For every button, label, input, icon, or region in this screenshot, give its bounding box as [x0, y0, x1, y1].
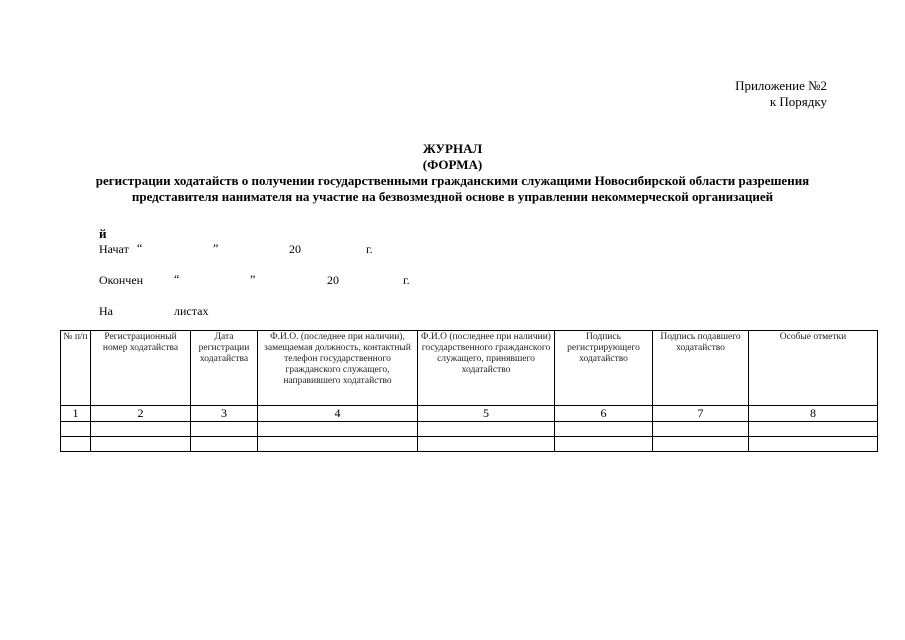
ended-open-quote: “: [174, 272, 180, 286]
number-cell: 4: [258, 406, 418, 422]
table-cell: [555, 437, 653, 452]
ended-label: Окончен: [99, 273, 144, 287]
stray-letter: й: [99, 226, 107, 241]
ended-year-suffix: г.: [403, 273, 410, 287]
number-cell: 2: [91, 406, 191, 422]
appendix-line-1: Приложение №2: [735, 78, 827, 93]
appendix-note: [735, 78, 827, 110]
table-cell: [61, 422, 91, 437]
number-cell: 8: [749, 406, 878, 422]
journal-table: [60, 330, 878, 452]
table-row: [61, 437, 878, 452]
table-cell: [653, 437, 749, 452]
ended-year-prefix: 20: [327, 273, 339, 287]
table-cell: [258, 437, 418, 452]
table-cell: [653, 422, 749, 437]
header-cell: Особые отметки: [749, 331, 878, 406]
ended-close-quote: ”: [250, 272, 256, 286]
title-main: ЖУРНАЛ: [422, 141, 483, 156]
header-cell: Дата регистрации ходатайства: [191, 331, 258, 406]
sheets-label: листах: [174, 304, 209, 318]
header-cell: Ф.И.О (последнее при наличии) государственного гражданского служащего, принявшего ходатайство: [418, 331, 555, 406]
table-cell: [555, 422, 653, 437]
header-cell: № п/п: [61, 331, 91, 406]
table-header-row: [61, 331, 878, 406]
table-cell: [191, 437, 258, 452]
on-label: На: [99, 304, 113, 318]
table-cell: [749, 422, 878, 437]
number-cell: 1: [61, 406, 91, 422]
table-cell: [61, 437, 91, 452]
table-row: [61, 422, 878, 437]
started-close-quote: ”: [213, 241, 219, 255]
document-title: [0, 141, 905, 205]
number-cell: 7: [653, 406, 749, 422]
number-cell: 3: [191, 406, 258, 422]
number-cell: 6: [555, 406, 653, 422]
header-cell: Регистрационный номер ходатайства: [91, 331, 191, 406]
table-cell: [418, 422, 555, 437]
table-cell: [258, 422, 418, 437]
table-cell: [191, 422, 258, 437]
table-cell: [91, 422, 191, 437]
table-number-row: [61, 406, 878, 422]
table-cell: [418, 437, 555, 452]
table-cell: [91, 437, 191, 452]
title-subtitle: регистрации ходатайств о получении государственными гражданскими служащими Новосибирской области разрешения представителя нанимателя на участие на безвозмездной основе в управлении некоммерческой организацией: [95, 173, 810, 204]
number-cell: 5: [418, 406, 555, 422]
table-cell: [749, 437, 878, 452]
header-cell: Подпись регистрирующего ходатайство: [555, 331, 653, 406]
started-year-prefix: 20: [289, 242, 301, 256]
appendix-line-2: к Порядку: [769, 94, 827, 109]
title-form: (ФОРМА): [422, 157, 483, 172]
header-cell: Ф.И.О. (последнее при наличии), замещаемая должность, контактный телефон государственного гражданского служащего, направившего ходатайство: [258, 331, 418, 406]
started-year-suffix: г.: [366, 242, 373, 256]
started-label: Начат: [99, 242, 129, 256]
header-cell: Подпись подавшего ходатайство: [653, 331, 749, 406]
started-open-quote: “: [137, 241, 143, 255]
